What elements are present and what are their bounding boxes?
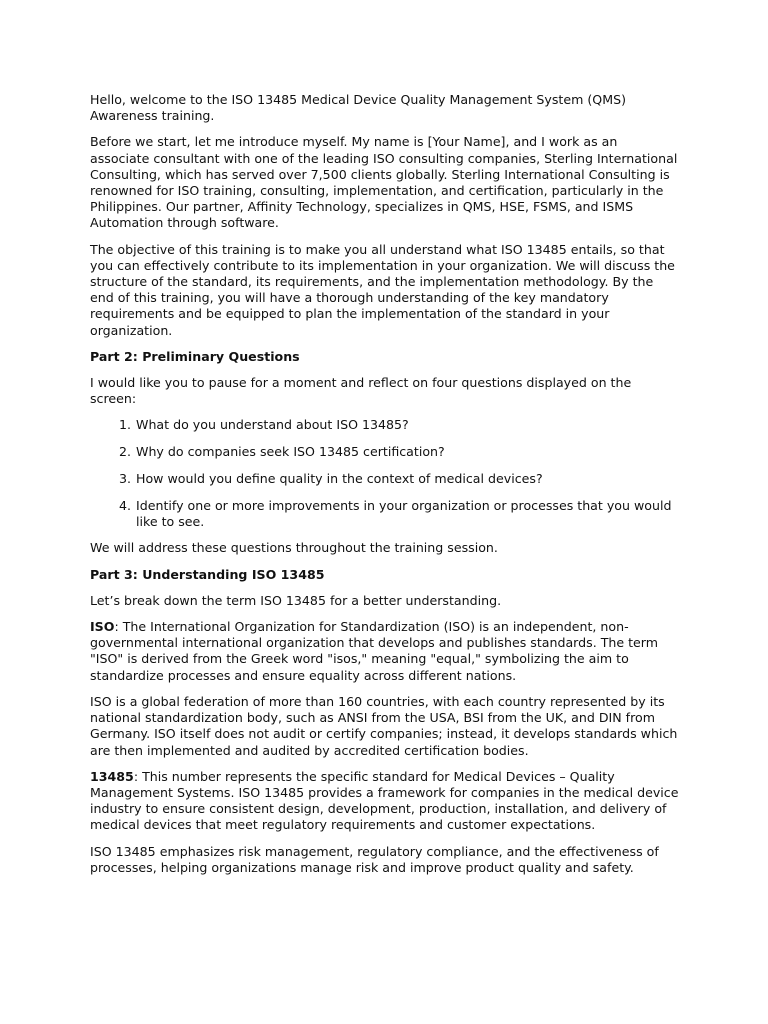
question-item: 4. Identify one or more improvements in your organization or processes that you would like to see. — [135, 498, 680, 530]
part3-heading: Part 3: Understanding ISO 13485 — [90, 566, 325, 582]
part2-lead-paragraph: I would like you to pause for a moment and reflect on four questions displayed on the screen: — [90, 375, 632, 407]
question-item: 3. How would you define quality in the context of medical devices? — [135, 471, 680, 487]
iso-term: ISO — [90, 619, 115, 635]
iso-federation-paragraph: ISO is a global federation of more than 160 countries, with each country represented by its national standardization body, such as ANSI from the USA, BSI from the UK, and DIN from Germany. ISO itself does not audit or certify companies; instead, it develops standards which are then implemented and audited by accredited certification bodies. — [90, 693, 678, 758]
iso-definition-text: : The International Organization for Standardization (ISO) is an independent, non-governmental international organization that develops and publishes standards. The term "ISO" is derived from the Greek word "isos," meaning "equal," symbolizing the aim to standardize processes and ensure equality across different nations. — [90, 619, 659, 683]
question-item: 1. What do you understand about ISO 13485? — [135, 417, 680, 433]
part2-closing-paragraph: We will address these questions throughout the training session. — [90, 540, 498, 556]
question-item: 2. Why do companies seek ISO 13485 certification? — [135, 444, 680, 460]
part2-heading: Part 2: Preliminary Questions — [90, 348, 300, 364]
introduction-paragraph: Before we start, let me introduce myself. My name is [Your Name], and I work as an associate consultant with one of the leading ISO consulting companies, Sterling International Consulting, which has served over 7,500 clients globally. Sterling International Consulting is renowned for ISO training, consulting, implementation, and certification, particularly in the Philippines. Our partner, Affinity Technology, specializes in QMS, HSE, FSMS, and ISMS Automation through software. — [90, 134, 678, 231]
objective-paragraph: The objective of this training is to make you all understand what ISO 13485 entails, so that you can effectively contribute to its implementation in your organization. We will discuss the structure of the standard, its requirements, and the implementation methodology. By the end of this training, you will have a thorough understanding of the key mandatory requirements and be equipped to plan the implementation of the standard in your organization. — [90, 241, 675, 338]
emphasis-paragraph: ISO 13485 emphasizes risk management, regulatory compliance, and the effectiveness of processes, helping organizations manage risk and improve product quality and safety. — [90, 843, 659, 875]
number-term: 13485 — [90, 768, 134, 784]
greeting-paragraph: Hello, welcome to the ISO 13485 Medical Device Quality Management System (QMS) Awareness training. — [90, 92, 626, 124]
number-definition-text: : This number represents the specific standard for Medical Devices – Quality Management Systems. ISO 13485 provides a framework for companies in the medical device industry to ensure consistent design, development, production, installation, and delivery of medical devices that meet regulatory requirements and customer expectations. — [90, 768, 679, 833]
iso-definition-paragraph — [90, 619, 680, 684]
number-definition-paragraph — [90, 769, 680, 834]
preliminary-questions-list — [90, 417, 680, 530]
part3-lead-paragraph: Let’s break down the term ISO 13485 for a better understanding. — [90, 592, 502, 608]
